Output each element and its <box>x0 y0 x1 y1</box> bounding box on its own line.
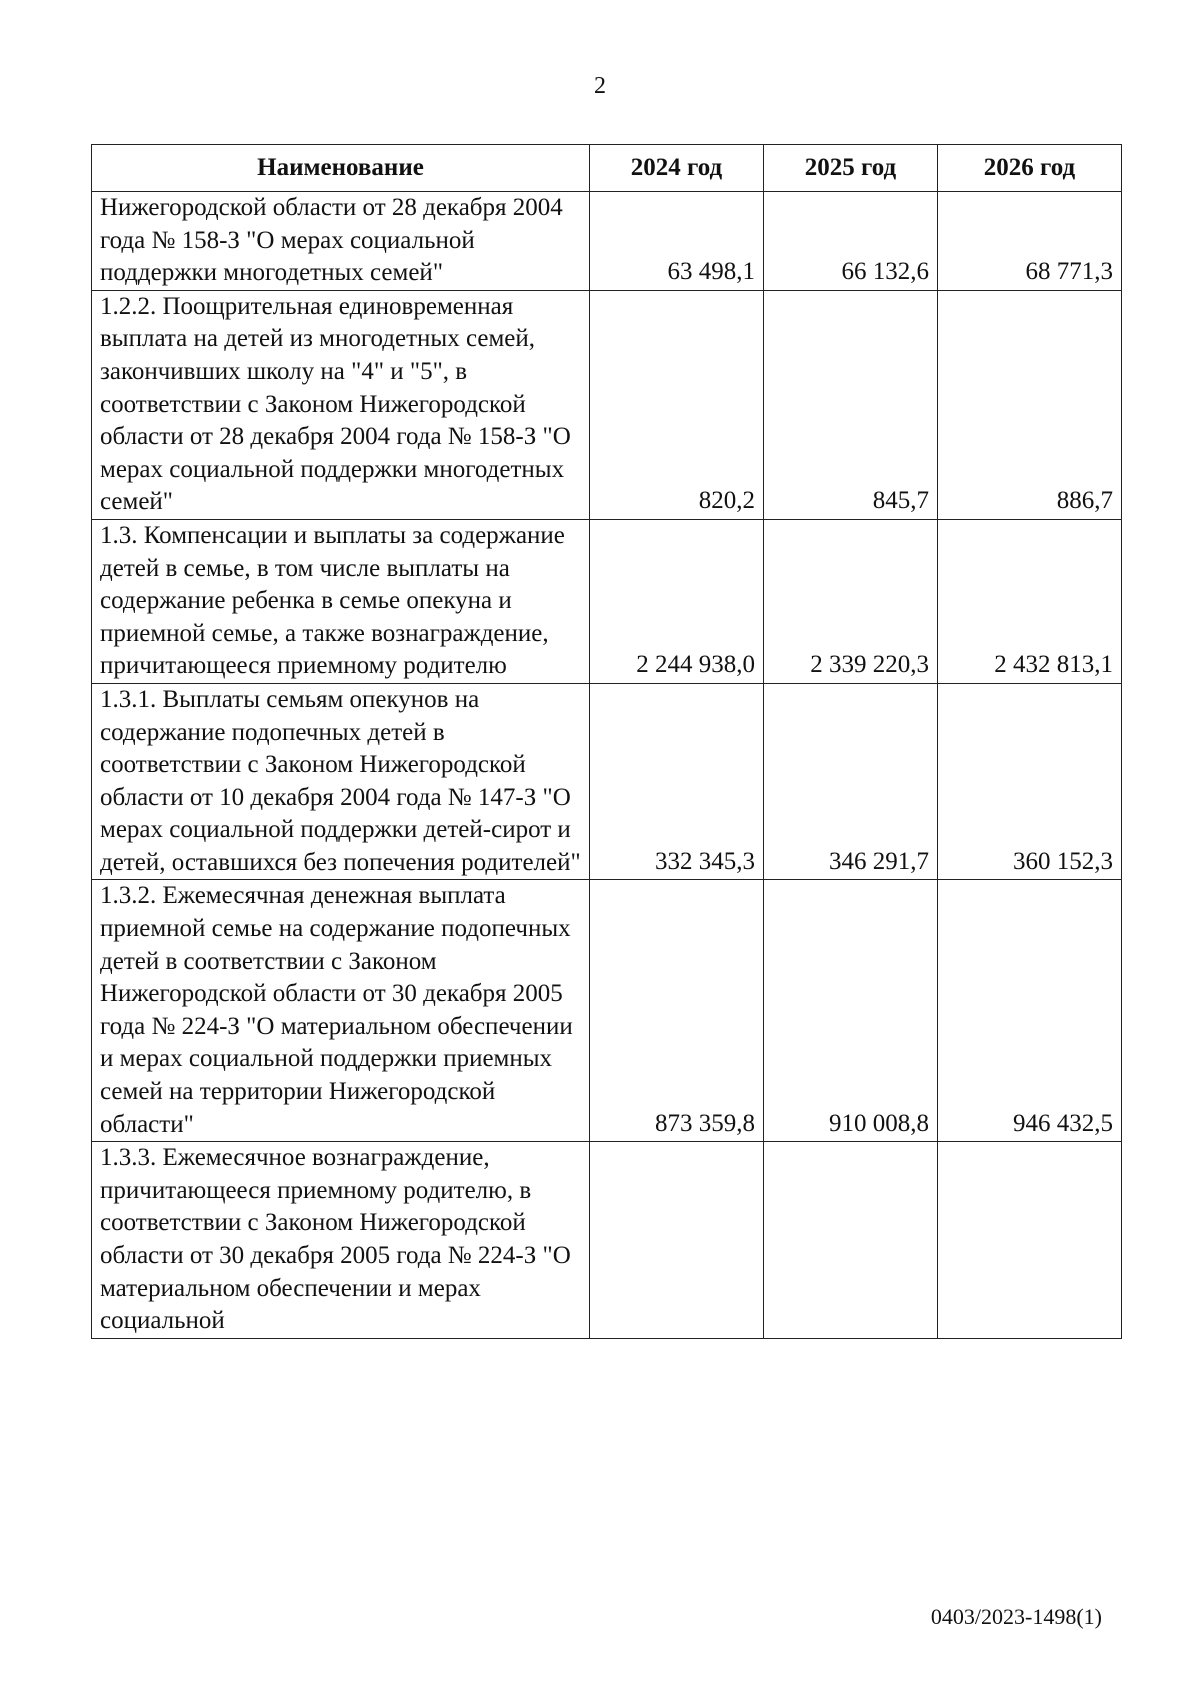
table-row <box>92 519 1122 683</box>
row-value-2026: 886,7 <box>938 290 1122 519</box>
row-value-2024: 820,2 <box>590 290 764 519</box>
row-value-2026: 360 152,3 <box>938 683 1122 880</box>
table-row <box>92 880 1122 1142</box>
table-row <box>92 192 1122 291</box>
document-code: 0403/2023-1498(1) <box>930 1604 1102 1629</box>
row-name: 1.3. Компенсации и выплаты за содержание детей в семье, в том числе выплаты на содержание ребенка в семье опекуна и приемной семье, а также вознаграждение, причитающееся приемному родителю <box>92 519 590 683</box>
row-value-2026: 2 432 813,1 <box>938 519 1122 683</box>
row-name: 1.2.2. Поощрительная единовременная выплата на детей из многодетных семей, закончивших школу на "4" и "5", в соответствии с Законом Нижегородской области от 28 декабря 2004 года № 158-З "О мерах социальной поддержки многодетных семей" <box>92 290 590 519</box>
row-value-2025: 66 132,6 <box>764 192 938 291</box>
row-name: Нижегородской области от 28 декабря 2004 года № 158-З "О мерах социальной поддержки многодетных семей" <box>92 192 590 291</box>
page-number: 2 <box>594 73 606 99</box>
row-name: 1.3.3. Ежемесячное вознаграждение, причитающееся приемному родителю, в соответствии с Законом Нижегородской области от 30 декабря 2005 года № 224-З "О материальном обеспечении и мерах социальной <box>92 1142 590 1339</box>
row-value-2026: 68 771,3 <box>938 192 1122 291</box>
budget-table <box>91 144 1122 1339</box>
row-value-2025: 2 339 220,3 <box>764 519 938 683</box>
row-name: 1.3.2. Ежемесячная денежная выплата приемной семье на содержание подопечных детей в соответствии с Законом Нижегородской области от 30 декабря 2005 года № 224-З "О материальном обеспечении и мерах социальной поддержки приемных семей на территории Нижегородской области" <box>92 880 590 1142</box>
table-row <box>92 290 1122 519</box>
row-value-2024: 332 345,3 <box>590 683 764 880</box>
row-value-2025: 845,7 <box>764 290 938 519</box>
row-value-2026 <box>938 1142 1122 1339</box>
row-value-2024: 2 244 938,0 <box>590 519 764 683</box>
header-year-2025: 2025 год <box>764 145 938 192</box>
table-header-row <box>92 145 1122 192</box>
row-value-2024 <box>590 1142 764 1339</box>
row-name: 1.3.1. Выплаты семьям опекунов на содержание подопечных детей в соответствии с Законом Нижегородской области от 10 декабря 2004 года № 147-З "О мерах социальной поддержки детей-сирот и детей, оставшихся без попечения родителей" <box>92 683 590 880</box>
table-row <box>92 683 1122 880</box>
header-year-2026: 2026 год <box>938 145 1122 192</box>
row-value-2025: 346 291,7 <box>764 683 938 880</box>
header-year-2024: 2024 год <box>590 145 764 192</box>
table-row <box>92 1142 1122 1339</box>
row-value-2026: 946 432,5 <box>938 880 1122 1142</box>
header-name: Наименование <box>92 145 590 192</box>
row-value-2024: 873 359,8 <box>590 880 764 1142</box>
row-value-2025 <box>764 1142 938 1339</box>
row-value-2025: 910 008,8 <box>764 880 938 1142</box>
row-value-2024: 63 498,1 <box>590 192 764 291</box>
